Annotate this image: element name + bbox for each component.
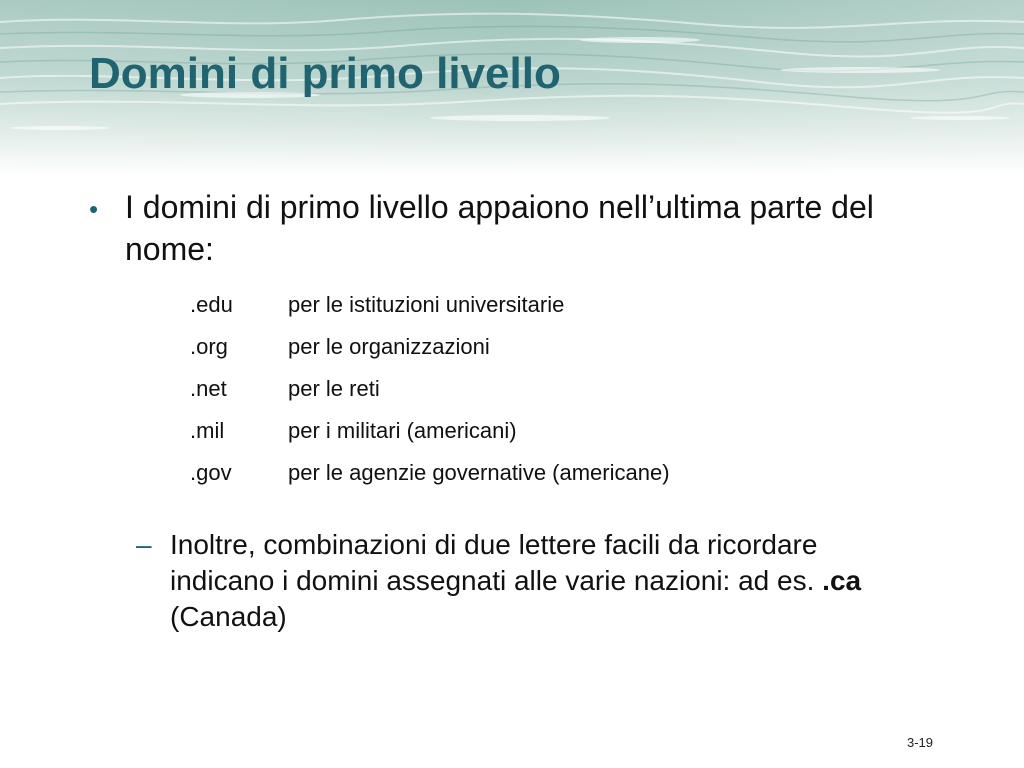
tld-row [190,452,670,494]
tld-description: per le reti [288,376,380,401]
tld-description: per i militari (americani) [288,418,517,443]
tld-row [190,326,670,368]
bullet-marker: • [89,194,99,224]
sub-bullet-text-before: Inoltre, combinazioni di due lettere facili da ricordare indicano i domini assegnati alle varie nazioni: ad es. [170,529,823,596]
bullet-text: I domini di primo livello appaiono nell’ultima parte del nome: [125,189,874,267]
tld-row [190,410,670,452]
tld-code: .mil [190,418,225,443]
tld-code: .edu [190,292,233,317]
tld-row [190,368,670,410]
tld-code: .gov [190,460,232,485]
tld-description: per le agenzie governative (americane) [288,460,670,485]
tld-list [190,284,670,494]
tld-row [190,284,670,326]
tld-description: per le istituzioni universitarie [288,292,565,317]
tld-description: per le organizzazioni [288,334,490,359]
country-code-example: .ca [822,565,862,596]
sub-bullet-text-after: (Canada) [170,601,287,632]
tld-code: .org [190,334,228,359]
slide-number: 3-19 [907,735,934,750]
sub-bullet-text [170,527,870,635]
sub-bullet-marker: – [136,529,152,560]
slide-title: Domini di primo livello [89,49,561,98]
tld-code: .net [190,376,227,401]
